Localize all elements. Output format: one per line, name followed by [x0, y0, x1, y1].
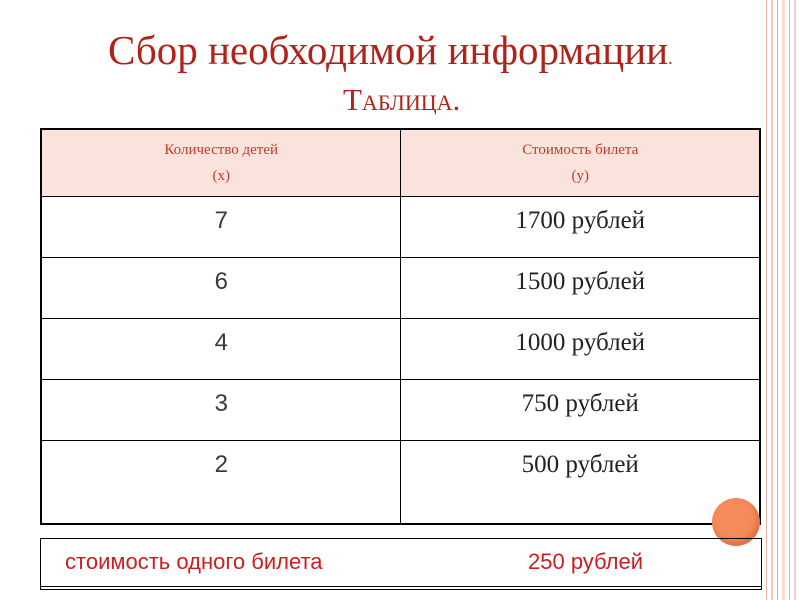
decorative-stripe	[771, 0, 773, 600]
cell-children: 4	[41, 318, 401, 379]
cell-children: 7	[41, 196, 401, 257]
decorative-stripe	[789, 0, 790, 600]
table-row	[41, 440, 760, 524]
cell-children: 2	[41, 440, 401, 524]
cell-price: 1700 рублей	[401, 196, 760, 257]
table-row	[41, 379, 760, 440]
decorative-stripe	[782, 0, 785, 600]
header-children-label: Количество детей	[164, 141, 279, 158]
cell-price: 1000 рублей	[401, 318, 760, 379]
table-header-row	[41, 129, 760, 196]
slide-title-text: Сбор необходимой информации	[108, 27, 669, 73]
table-row	[41, 257, 760, 318]
summary-divider	[41, 586, 761, 587]
header-price-label: Стоимость билета	[522, 141, 639, 158]
table-row	[41, 196, 760, 257]
cell-price: 500 рублей	[401, 440, 760, 524]
header-children-var: (х)	[212, 167, 230, 184]
cell-price: 750 рублей	[401, 379, 760, 440]
info-table	[40, 128, 761, 525]
decorative-stripe	[794, 0, 796, 600]
decorative-stripe	[766, 0, 767, 600]
slide-title	[108, 24, 673, 84]
summary-label: стоимость одного билета	[65, 549, 323, 574]
summary-value: 250 рублей	[528, 549, 644, 574]
header-children-count	[41, 129, 401, 196]
header-price-var: (у)	[571, 167, 589, 184]
slide-subtitle: Таблица.	[343, 82, 461, 117]
slide-title-dot: .	[668, 48, 673, 68]
decorative-stripe	[777, 0, 778, 600]
table-row	[41, 318, 760, 379]
cell-children: 3	[41, 379, 401, 440]
summary-box	[40, 538, 762, 590]
header-ticket-price	[401, 129, 760, 196]
cell-children: 6	[41, 257, 401, 318]
cell-price: 1500 рублей	[401, 257, 760, 318]
